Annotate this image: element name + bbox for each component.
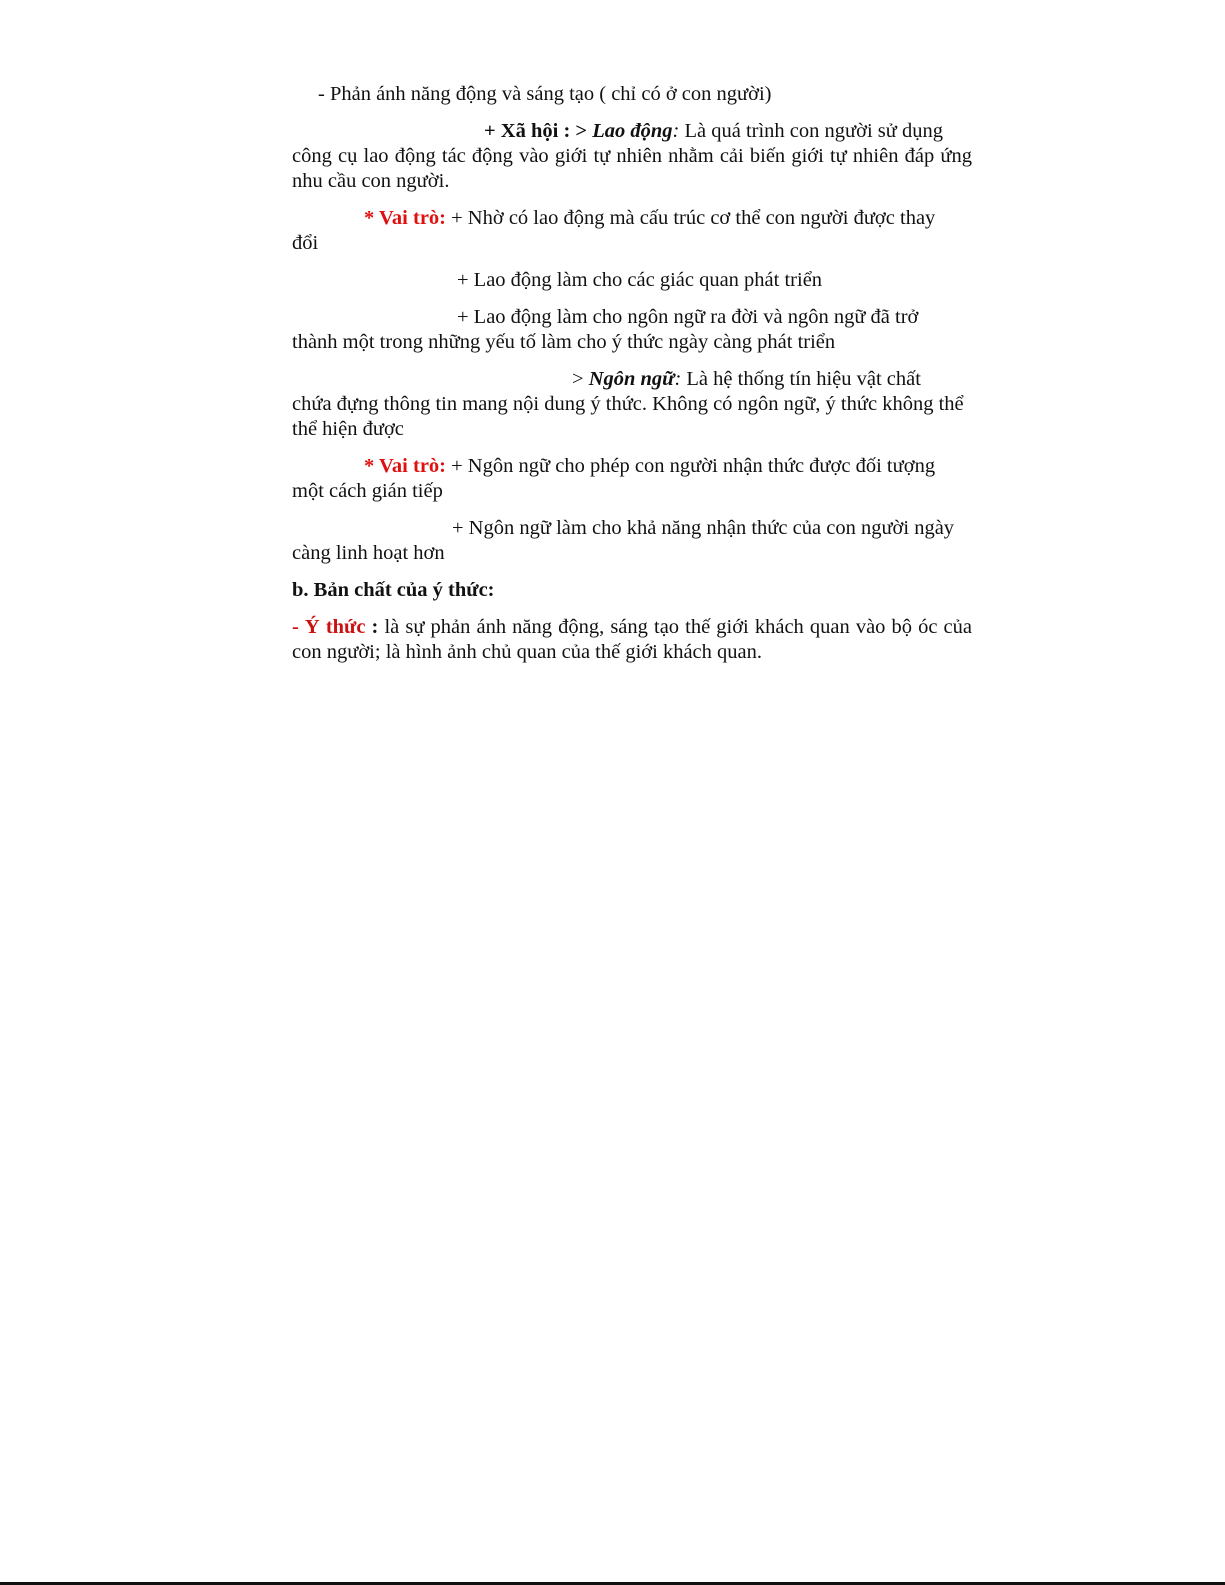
language-prefix: > [572, 368, 589, 390]
consciousness-colon: : [365, 616, 379, 638]
term-ngon-ngu: Ngôn ngữ [588, 368, 675, 390]
cognition-continuation: càng linh hoạt hơn [292, 542, 445, 564]
paragraph-role-language [292, 454, 972, 504]
paragraph-text: - Phản ánh năng động và sáng tạo ( chỉ có ở con người) [318, 83, 772, 105]
term-lao-dong: Lao động [592, 120, 673, 142]
role-label: * Vai trò: [364, 455, 446, 477]
language-continuation: chứa đựng thông tin mang nội dung ý thức. Không có ngôn ngữ, ý thức không thể thể hiện được [292, 393, 964, 440]
term-colon: : [672, 120, 680, 142]
consciousness-text: là sự phản ánh năng động, sáng tạo thế giới khách quan vào bộ óc của [378, 616, 972, 638]
consciousness-label: - Ý thức [292, 616, 366, 638]
paragraph-language-origin [292, 305, 972, 355]
heading-text: b. Bản chất của ý thức: [292, 579, 495, 601]
language-text: Là hệ thống tín hiệu vật chất [681, 368, 921, 390]
role-text: + Nhờ có lao động mà cấu trúc cơ thể con người được thay [446, 207, 936, 229]
paragraph-senses [292, 268, 972, 293]
language-origin-first-line: + Lao động làm cho ngôn ngữ ra đời và ngôn ngữ đã trở [457, 306, 919, 328]
paragraph-consciousness [292, 615, 972, 665]
consciousness-continuation: con người; là hình ảnh chủ quan của thế giới khách quan. [292, 641, 762, 663]
paragraph-reflection [292, 82, 972, 107]
cognition-first-line: + Ngôn ngữ làm cho khả năng nhận thức của con người ngày [452, 517, 955, 539]
role-continuation: đổi [292, 232, 319, 254]
labor-continuation: công cụ lao động tác động vào giới tự nhiên nhằm cải biến giới tự nhiên đáp ứng nhu cầu con người. [292, 145, 972, 192]
paragraph-language [292, 367, 972, 442]
role-text: + Ngôn ngữ cho phép con người nhận thức được đối tượng [446, 455, 936, 477]
language-first-line [292, 367, 972, 392]
language-origin-continuation: thành một trong những yếu tố làm cho ý thức ngày càng phát triển [292, 331, 836, 353]
paragraph-role-labor [292, 206, 972, 256]
role-language-first-line [292, 454, 972, 479]
section-heading-b [292, 578, 972, 603]
term-colon: : [674, 368, 682, 390]
labor-text: Là quá trình con người sử dụng [679, 120, 944, 142]
role-labor-first-line [292, 206, 972, 231]
labor-first-line [292, 119, 972, 144]
society-prefix: + Xã hội : > [484, 120, 588, 142]
role-continuation: một cách gián tiếp [292, 480, 443, 502]
role-label: * Vai trò: [364, 207, 446, 229]
paragraph-cognition [292, 516, 972, 566]
document-body [292, 82, 972, 677]
paragraph-labor [292, 119, 972, 194]
paragraph-text: + Lao động làm cho các giác quan phát triển [457, 269, 823, 291]
